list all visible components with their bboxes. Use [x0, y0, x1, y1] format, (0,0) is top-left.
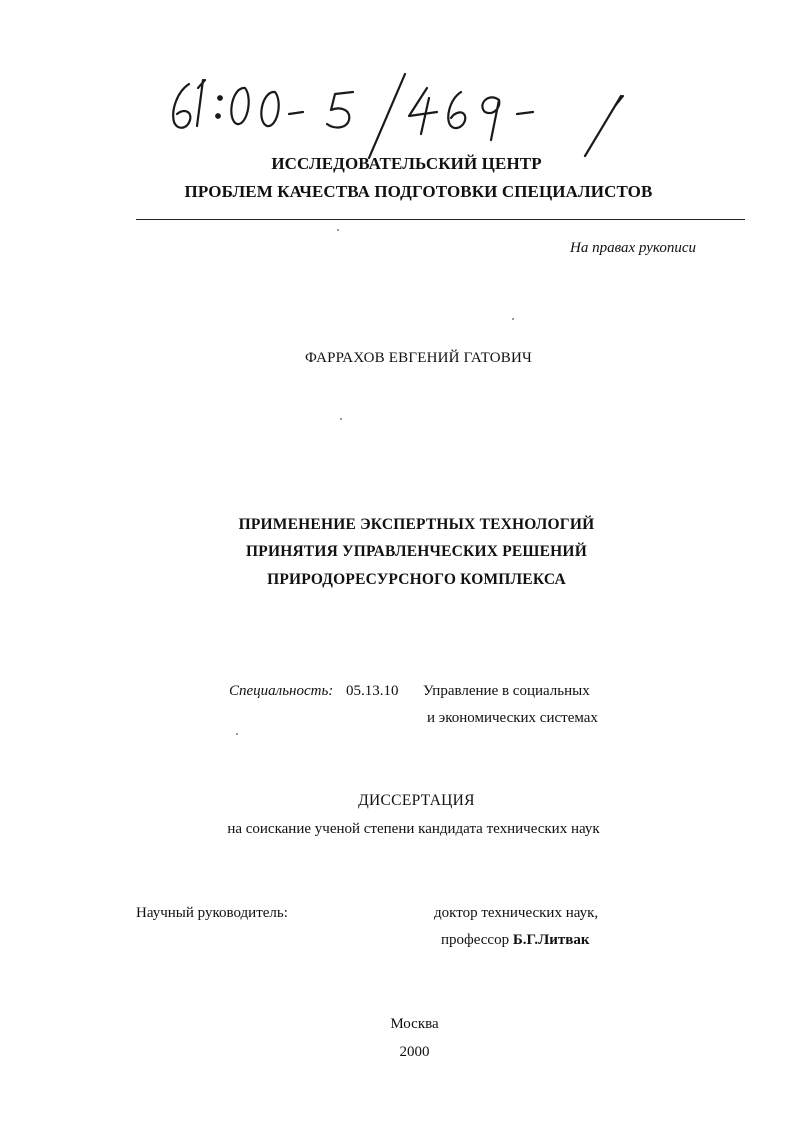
supervisor-label: Научный руководитель:	[136, 905, 288, 921]
title-line-1: ПРИМЕНЕНИЕ ЭКСПЕРТНЫХ ТЕХНОЛОГИЙ	[238, 516, 595, 533]
title-line-3: ПРИРОДОРЕСУРСНОГО КОМПЛЕКСА	[267, 571, 566, 588]
scan-speck	[512, 318, 514, 320]
specialty-label: Специальность:	[229, 683, 334, 699]
specialty-name-line-2: и экономических системах	[427, 710, 598, 726]
header-divider	[136, 219, 745, 220]
scan-speck	[236, 733, 238, 735]
institution-line-2: ПРОБЛЕМ КАЧЕСТВА ПОДГОТОВКИ СПЕЦИАЛИСТОВ	[184, 182, 653, 201]
degree-sought: на соискание ученой степени кандидата технических наук	[227, 821, 600, 837]
supervisor-degree: доктор технических наук,	[434, 905, 599, 921]
specialty-code: 05.13.10	[346, 683, 399, 699]
year: 2000	[399, 1044, 430, 1060]
specialty-name-line-1: Управление в социальных	[423, 683, 590, 699]
rights-note: На правах рукописи	[570, 240, 696, 256]
supervisor-rank: профессор	[441, 932, 510, 948]
handwritten-number-drawing	[165, 70, 635, 160]
scan-speck	[340, 418, 342, 420]
supervisor-name: Б.Г.Литвак	[512, 932, 590, 948]
supervisor-rank-and-name	[441, 932, 590, 949]
document-type: ДИССЕРТАЦИЯ	[358, 792, 475, 809]
scan-speck	[337, 229, 339, 231]
handwritten-archive-number	[165, 70, 635, 160]
author-name: ФАРРАХОВ ЕВГЕНИЙ ГАТОВИЧ	[305, 350, 532, 366]
title-line-2: ПРИНЯТИЯ УПРАВЛЕНЧЕСКИХ РЕШЕНИЙ	[246, 543, 587, 560]
institution-line-1: ИССЛЕДОВАТЕЛЬСКИЙ ЦЕНТР	[271, 154, 542, 173]
city: Москва	[390, 1016, 439, 1032]
